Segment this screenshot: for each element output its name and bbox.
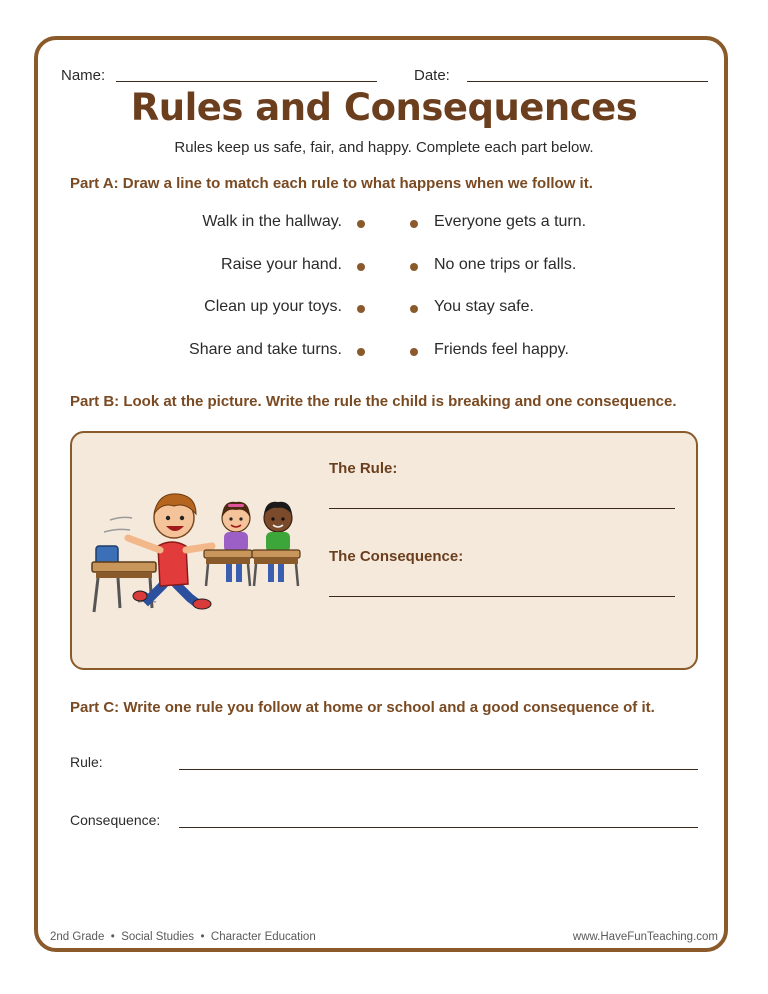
name-label: Name: bbox=[61, 67, 106, 84]
rule-item: Walk in the hallway. bbox=[202, 213, 342, 230]
rule-dot[interactable] bbox=[357, 263, 365, 271]
the-consequence-label: The Consequence: bbox=[329, 548, 464, 565]
running-boy-icon bbox=[128, 494, 212, 609]
consequence-line[interactable] bbox=[179, 827, 698, 828]
name-line[interactable] bbox=[116, 81, 377, 82]
rule-dot[interactable] bbox=[357, 220, 365, 228]
bullet-icon: • bbox=[197, 931, 208, 943]
consequence-label: Consequence: bbox=[70, 812, 161, 828]
rule-label: Rule: bbox=[70, 754, 103, 770]
outcome-item: Friends feel happy. bbox=[434, 341, 569, 358]
part-a-instruction: Part A: Draw a line to match each rule to what happens when we follow it. bbox=[70, 175, 593, 192]
footer-grade: 2nd Grade bbox=[50, 931, 105, 943]
outcome-dot[interactable] bbox=[410, 263, 418, 271]
the-rule-label: The Rule: bbox=[329, 460, 398, 477]
rule-line[interactable] bbox=[179, 769, 698, 770]
rule-item: Raise your hand. bbox=[221, 256, 342, 273]
rule-dot[interactable] bbox=[357, 348, 365, 356]
page-title: Rules and Consequences bbox=[130, 86, 638, 129]
outcome-dot[interactable] bbox=[410, 348, 418, 356]
rule-dot[interactable] bbox=[357, 305, 365, 313]
footer-tags bbox=[50, 931, 316, 943]
outcome-item: Everyone gets a turn. bbox=[434, 213, 587, 230]
the-rule-line[interactable] bbox=[329, 508, 675, 509]
outcome-item: You stay safe. bbox=[434, 298, 534, 315]
part-b-instruction: Part B: Look at the picture. Write the rule the child is breaking and one consequence. bbox=[70, 393, 677, 410]
rule-item: Clean up your toys. bbox=[204, 298, 342, 315]
page-subtitle: Rules keep us safe, fair, and happy. Complete each part below. bbox=[174, 139, 594, 156]
outcome-dot[interactable] bbox=[410, 305, 418, 313]
seated-boy-icon bbox=[252, 502, 300, 586]
date-line[interactable] bbox=[467, 81, 708, 82]
part-c-instruction: Part C: Write one rule you follow at home or school and a good consequence of it. bbox=[70, 699, 655, 716]
bullet-icon: • bbox=[107, 931, 118, 943]
footer-topic: Character Education bbox=[210, 931, 316, 943]
running-child-illustration bbox=[88, 480, 308, 620]
outcome-dot[interactable] bbox=[410, 220, 418, 228]
rule-item: Share and take turns. bbox=[189, 341, 342, 358]
footer-website[interactable]: www.HaveFunTeaching.com bbox=[572, 931, 718, 943]
date-label: Date: bbox=[414, 67, 450, 84]
outcome-item: No one trips or falls. bbox=[434, 256, 577, 273]
footer-subject: Social Studies bbox=[121, 931, 195, 943]
the-consequence-line[interactable] bbox=[329, 596, 675, 597]
